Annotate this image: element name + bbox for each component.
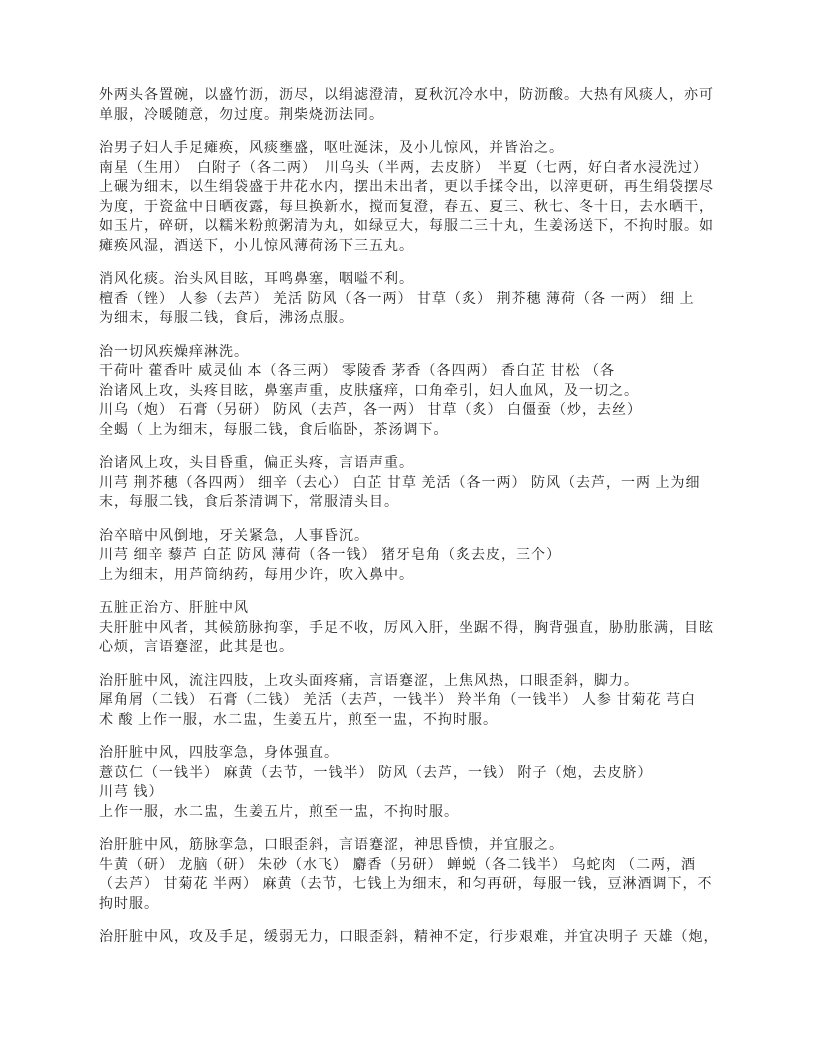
text-line: 如玉片，碎研，以糯米粉煎粥清为丸，如绿豆大，每服二三十丸，生姜汤送下，不拘时服。如: [99, 219, 714, 234]
text-line: 治一切风疾燥痒淋洗。: [99, 344, 249, 360]
text-line: 川芎 荆芥穗（各四两） 细辛（去心） 白芷 甘草 羌活（各一两） 防风（去芦，一两 上为细: [99, 475, 701, 491]
text-line: 治诸风上攻，头目昏重，偏正头疼，言语声重。: [99, 456, 414, 471]
text-line: 川乌（炮） 石膏（另研） 防风（去芦，各一两） 甘草（炙） 白僵蚕（炒，去丝）: [99, 403, 642, 418]
text-line: 末，每服二钱，食后茶清调下，常服清头目。: [99, 495, 399, 510]
paragraph: [99, 836, 721, 914]
text-line: 治诸风上攻，头疼目眩，鼻塞声重，皮肤瘙痒，口角牵引，妇人血风，及一切之。: [99, 383, 639, 399]
text-line: 牛黄（研） 龙脑（研） 朱砂（水飞） 麝香（另研） 蝉蜕（各二钱半） 乌蛇肉 （二两，酒: [99, 857, 696, 873]
text-line: 外两头各置碗，以盛竹沥，沥尽，以绢滤澄清，夏秋沉冷水中，防沥酸。大热有风痰人，亦可: [99, 88, 714, 103]
text-line: 川芎 细辛 藜芦 白芷 防风 薄荷（各一钱） 猪牙皂角（炙去皮，三个）: [99, 548, 561, 563]
text-line: 檀香（锉） 人参（去芦） 羌活 防风（各一两） 甘草（炙） 荆芥穗 薄荷（各 一两） 细 上: [99, 291, 695, 307]
text-line: 五脏正治方、肝脏中风: [99, 601, 249, 616]
paragraph: [99, 139, 721, 256]
text-line: 心烦，言语蹇涩，此其是也。: [99, 640, 294, 655]
paragraph: [99, 672, 721, 731]
text-line: 治肝脏中风，流注四肢，上攻头面疼痛，言语蹇涩，上焦风热，口眼歪斜，脚力。: [99, 673, 639, 689]
text-line: 薏苡仁（一钱半） 麻黄（去节，一钱半） 防风（去芦，一钱） 附子（炮，去皮脐）: [99, 765, 653, 781]
text-line: 消风化痰。治头风目眩，耳鸣鼻塞，咽嗌不利。: [99, 272, 414, 287]
text-line: 夫肝脏中风者，其候筋脉拘挛，手足不收，厉风入肝，坐踞不得，胸背强直，胁肋胀满，目眩: [99, 620, 714, 636]
text-line: 南星（生用） 白附子（各二两） 川乌头（半两，去皮脐） 半夏（七两，好白者水浸洗过）: [99, 160, 708, 176]
text-line: 为度，于瓷盆中日晒夜露，每旦换新水，搅而复澄，春五、夏三、秋七、冬十日，去水晒干，: [99, 199, 714, 215]
text-line: 拘时服。: [99, 896, 159, 912]
text-line: 单服，冷暖随意，勿过度。荆柴烧沥法同。: [99, 107, 384, 123]
text-line: 干荷叶 藿香叶 威灵仙 本（各三两） 零陵香 茅香（各四两） 香白芷 甘松 （各: [99, 364, 615, 379]
paragraph: [99, 928, 721, 948]
paragraph: [99, 599, 721, 658]
paragraph: [99, 270, 721, 329]
text-line: 治肝脏中风，攻及手足，缓弱无力，口眼歪斜，精神不定，行步艰难，并宜决明子 天雄（炮，: [99, 930, 719, 945]
text-line: 为细末，每服二钱，食后，沸汤点服。: [99, 311, 354, 326]
text-line: 上作一服，水二盅，生姜五片，煎至一盅，不拘时服。: [99, 804, 459, 820]
text-line: 治男子妇人手足瘫痪，风痰壅盛，呕吐涎沫，及小儿惊风，并皆治之。: [99, 141, 564, 156]
paragraph: [99, 527, 721, 586]
text-line: 治卒暗中风倒地，牙关紧急，人事昏沉。: [99, 528, 369, 544]
paragraph: [99, 343, 721, 441]
text-line: 全蝎（ 上为细末，每服二钱，食后临卧，茶汤调下。: [99, 422, 449, 438]
text-line: 上为细末，用芦筒纳药，每用少许，吹入鼻中。: [99, 567, 414, 583]
document-body: [99, 86, 721, 962]
text-line: 治肝脏中风，筋脉挛急，口眼歪斜，言语蹇涩，神思昏愦，并宜服之。: [99, 838, 564, 853]
paragraph: [99, 744, 721, 822]
text-line: 治肝脏中风，四肢挛急，身体强直。: [99, 746, 339, 761]
text-line: 川芎 钱）: [99, 785, 164, 800]
text-line: 术 酸 上作一服，水二盅，生姜五片，煎至一盅，不拘时服。: [99, 712, 498, 728]
text-line: （去芦） 甘菊花 半两） 麻黄（去节，七钱上为细末，和匀再研，每服一钱，豆淋酒调下，不: [99, 877, 713, 892]
text-line: 瘫痪风湿，酒送下，小儿惊风薄荷汤下三五丸。: [99, 238, 414, 254]
text-line: 上碾为细末，以生绢袋盛于井花水内，摆出未出者，更以手揉令出，以滓更研，再生绢袋摆尽: [99, 180, 714, 195]
paragraph: [99, 86, 721, 125]
text-line: 犀角屑（二钱） 石膏（二钱） 羌活（去芦，一钱半） 羚半角（一钱半） 人参 甘菊花 芎白: [99, 693, 696, 708]
paragraph: [99, 454, 721, 513]
